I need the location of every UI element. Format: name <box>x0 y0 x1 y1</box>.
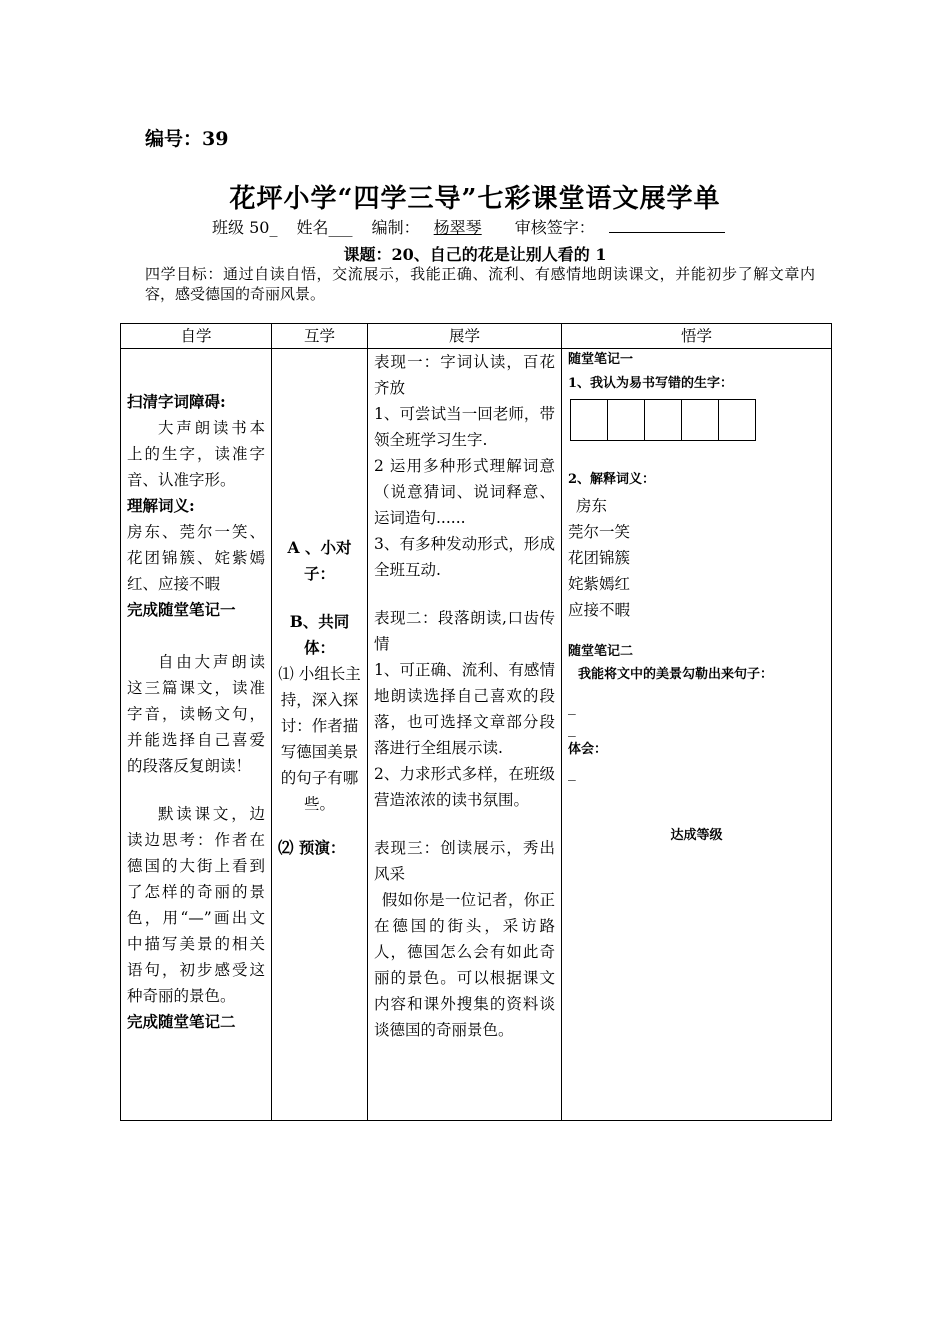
meta-line <box>212 215 753 238</box>
huxue-item-b: B、共同体： <box>289 612 350 657</box>
wuxue-cell <box>562 349 832 1121</box>
wuxue-question-2: 2、解释词义： <box>568 472 656 487</box>
character-box[interactable] <box>644 399 682 441</box>
col-header-huxue: 互学 <box>272 324 368 349</box>
study-table <box>120 323 832 1121</box>
zhanxue-cell <box>368 349 562 1121</box>
table-header-row <box>121 324 832 349</box>
wuxue-word: 姹紫嫣红 <box>568 575 631 593</box>
editor-name: 杨翠琴 <box>433 218 482 237</box>
col-header-zhanxue: 展学 <box>368 324 562 349</box>
reviewer-field <box>515 218 739 237</box>
col-header-zixue: 自学 <box>121 324 272 349</box>
zixue-words: 房东、莞尔一笑、花团锦簇、姹紫嫣红、应接不暇 <box>127 523 265 593</box>
wuxue-grade: 达成等级 <box>670 828 723 843</box>
answer-blank: _ <box>568 763 576 781</box>
learning-goal: 四学目标：通过自读自悟，交流展示，我能正确、流利、有感情地朗读课文，并能初步了解文章内容，感受德国的奇丽风景。 <box>145 265 815 303</box>
wuxue-word: 莞尔一笑 <box>568 523 631 541</box>
zhanxue-s1-title: 表现一：字词认读，百花齐放 <box>374 353 555 397</box>
zixue-heading-3: 完成随堂笔记一 <box>127 600 236 619</box>
editor-label: 编制： <box>371 218 420 237</box>
page-title: 花坪小学“四学三导”七彩课堂语文展学单 <box>229 184 721 214</box>
zhanxue-s3-title: 表现三：创读展示，秀出风采 <box>374 839 555 883</box>
editor-field <box>372 218 496 237</box>
zhanxue-s3-1: 假如你是一位记者，你正在德国的街头，采访路人，德国怎么会有如此奇丽的景色。可以根据课文内容和课外搜集的资料谈谈德国的奇丽景色。 <box>374 891 555 1039</box>
wuxue-word: 花团锦簇 <box>568 549 631 567</box>
table-body-row <box>121 349 832 1121</box>
character-box[interactable] <box>570 399 608 441</box>
name-field: 姓名___ <box>296 218 353 237</box>
zhanxue-s2-2: 2、力求形式多样，在班级营造浓浓的读书氛围。 <box>374 765 555 809</box>
zixue-paragraph-3: 默读课文，边读边思考：作者在德国的大街上看到了怎样的奇丽的景色，用“—”画出文中描写美景的相关语句，初步感受这种奇丽的景色。 <box>127 805 265 1005</box>
reviewer-label: 审核签字： <box>514 218 595 237</box>
huxue-item-b1: ⑴ 小组长主持，深入探讨：作者描写德国美景的句子有哪些。 <box>278 665 361 813</box>
zhanxue-s1-2: 2 运用多种形式理解词意（说意猜词、说词释意、运词造句...... <box>374 457 555 527</box>
zhanxue-s2-title: 表现二：段落朗读,口齿传情 <box>374 609 555 653</box>
zixue-heading-2: 理解词义: <box>127 496 195 515</box>
zixue-heading-1: 扫清字词障碍: <box>127 392 226 411</box>
wuxue-word: 应接不暇 <box>568 601 631 619</box>
answer-blank: _ <box>568 719 576 737</box>
wuxue-question-1: 1、我认为易书写错的生字： <box>568 376 734 391</box>
huxue-item-c: ⑵ 预演： <box>278 838 346 857</box>
zixue-paragraph-2: 自由大声朗读这三篇课文，读准字音，读畅文句，并能选择自己喜爱的段落反复朗读！ <box>127 653 265 775</box>
character-boxes <box>570 399 825 441</box>
character-box[interactable] <box>681 399 719 441</box>
wuxue-feel: 体会： <box>568 742 608 757</box>
zhanxue-s1-1: 1、可尝试当一回老师，带领全班学习生字. <box>374 405 555 449</box>
wuxue-note-2: 随堂笔记二 <box>568 644 634 659</box>
wuxue-question-3: 我能将文中的美景勾勒出来句子： <box>578 667 774 682</box>
wuxue-word: 房东 <box>576 497 608 515</box>
signature-line <box>609 218 725 233</box>
lesson-title: 课题：20、自己的花是让别人看的 1 <box>343 245 607 264</box>
huxue-item-a: A 、小对子： <box>287 538 352 583</box>
zhanxue-s1-3: 3、有多种发动形式，形成全班互动. <box>374 535 555 579</box>
huxue-cell <box>272 349 368 1121</box>
answer-blank: _ <box>568 697 576 715</box>
zixue-cell <box>121 349 272 1121</box>
zhanxue-s2-1: 1、可正确、流利、有感情地朗读选择自己喜欢的段落，也可选择文章部分段落进行全组展示读. <box>374 661 555 757</box>
character-box[interactable] <box>718 399 756 441</box>
col-header-wuxue: 悟学 <box>562 324 832 349</box>
wuxue-note-1: 随堂笔记一 <box>568 352 634 367</box>
character-box[interactable] <box>607 399 645 441</box>
zixue-paragraph-1: 大声朗读书本上的生字，读准字音、认准字形。 <box>127 419 265 489</box>
zixue-heading-4: 完成随堂笔记二 <box>127 1012 236 1031</box>
class-field: 班级 50_ <box>212 218 278 237</box>
serial-number: 编号：39 <box>145 128 229 150</box>
